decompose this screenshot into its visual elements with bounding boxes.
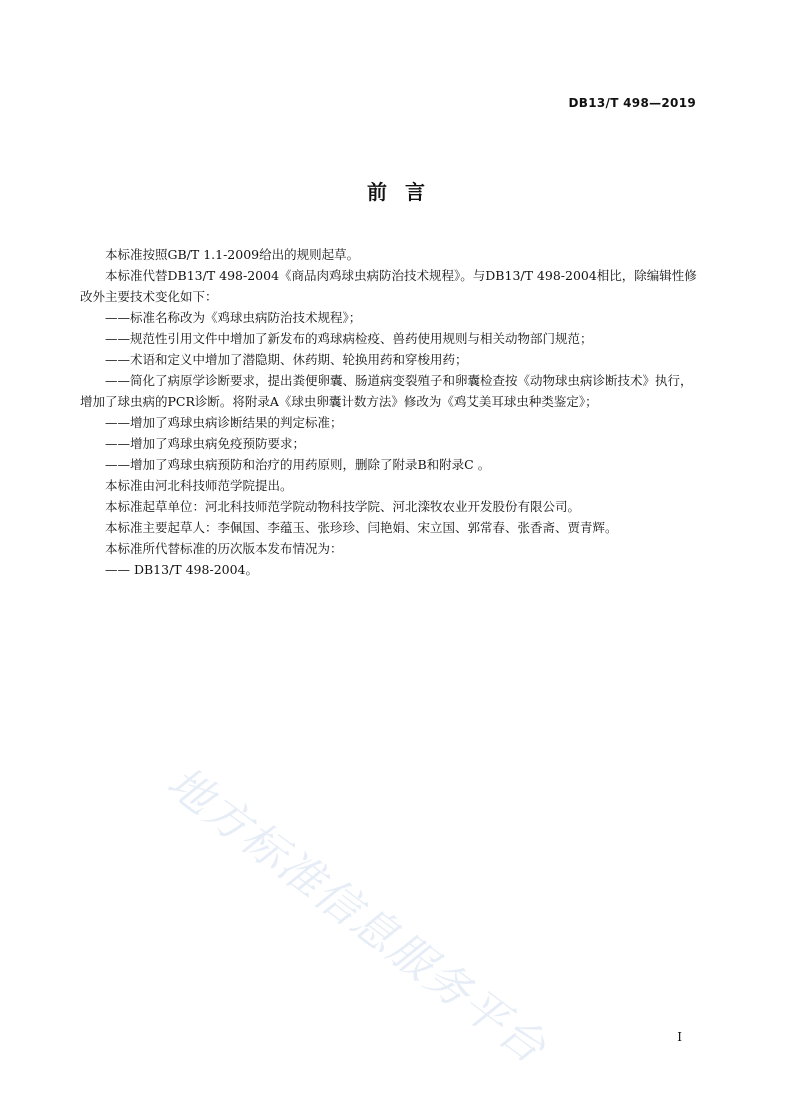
page-number: I xyxy=(677,1030,682,1044)
document-id: DB13/T 498—2019 xyxy=(568,96,696,110)
change-item-name: ——标准名称改为《鸡球虫病防治技术规程》； xyxy=(105,310,362,325)
change-item-immunization: ——增加了鸡球虫病免疫预防要求； xyxy=(105,436,306,451)
change-item-diagnosis: ——简化了病原学诊断要求，提出粪便卵囊、肠道病变裂殖子和卵囊检查按《动物球虫病诊断技术》执行，增加了球虫病的PCR诊断。将附录A《球虫卵囊计数方法》修改为《鸡艾美耳球虫种类鉴定》； xyxy=(80,373,693,409)
change-item-medication: ——增加了鸡球虫病预防和治疗的用药原则，删除了附录B和附录C 。 xyxy=(105,457,491,472)
watermark: 地方标准信息服务平台 xyxy=(157,756,556,1075)
paragraph-drafting-rules: 本标准按照GB/T 1.1-2009给出的规则起草。 xyxy=(105,247,360,262)
paragraph-history-intro: 本标准所代替标准的历次版本发布情况为： xyxy=(105,541,343,556)
foreword-body xyxy=(80,244,700,580)
paragraph-drafting-units: 本标准起草单位：河北科技师范学院动物科技学院、河北滦牧农业开发股份有限公司。 xyxy=(105,499,581,514)
change-item-judgement: ——增加了鸡球虫病诊断结果的判定标准； xyxy=(105,415,343,430)
change-item-terms: ——术语和定义中增加了潜隐期、休药期、轮换用药和穿梭用药； xyxy=(105,352,468,367)
change-item-references: ——规范性引用文件中增加了新发布的鸡球病检疫、兽药使用规则与相关动物部门规范； xyxy=(105,331,593,346)
paragraph-history-item: —— DB13/T 498-2004。 xyxy=(105,562,259,577)
paragraph-replacement: 本标准代替DB13/T 498-2004《商品肉鸡球虫病防治技术规程》。与DB13/T 498-2004相比，除编辑性修改外主要技术变化如下： xyxy=(80,268,697,304)
paragraph-proposer: 本标准由河北科技师范学院提出。 xyxy=(105,478,293,493)
section-title: 前言 xyxy=(367,180,443,204)
paragraph-drafters: 本标准主要起草人：李佩国、李蕴玉、张珍珍、闫艳娟、宋立国、郭常春、张香斋、贾青辉。 xyxy=(105,520,618,535)
